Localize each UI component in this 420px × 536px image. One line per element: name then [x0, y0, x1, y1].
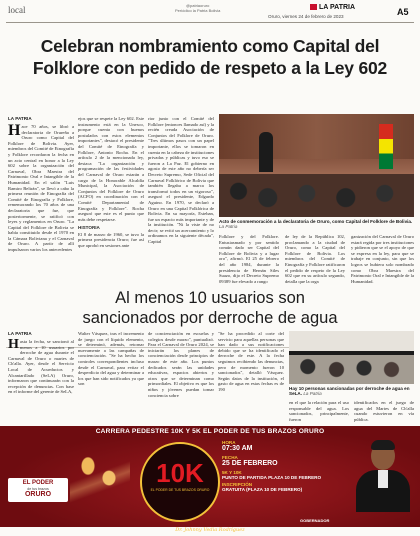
ad-row-registration	[222, 482, 342, 492]
story1-headline-line1: Celebran nombramiento como Capital del	[40, 36, 380, 56]
story1-col2-text: ejos que se respete la Ley 602. Este instrumento está en la Unesco, porque cuenta con buenos postulados con estos elementos importantes", destacó el presidente del Comité de Etnografía y Folklore, Antonio Rocha. En el artículo 2 de la mencionada ley, destaca "La organización y programación de las festividades del Carnaval de Oruro estarán a cargo de la Honorable Alcaldía Municipal, la Asociación de Conjuntos del Folklore de Oruro (ACFO) en coordinación con el Comité Departamental de Etnografía y Folklore". Rocha aseguró que este es el punto que más debe respetarse.	[78, 116, 144, 222]
story1-dropcap: H	[8, 122, 21, 139]
ad-center-sub: EL PODER DE TUS BRAZOS ORURO	[150, 488, 210, 492]
story1-caption-text: Acto de conmemoración a la declaratoria de Oruro, como Capital del Folklore de Bolivia.	[219, 219, 413, 224]
story2-caption-credit: La Patria	[303, 391, 322, 397]
runners-graphic	[70, 442, 130, 522]
ad-row-date	[222, 455, 342, 468]
dateline: Oruro, viernes 24 de febrero de 2023	[268, 14, 344, 19]
social-line-2: Periódico la Patria Bolivia	[175, 8, 221, 13]
story2-photo	[289, 331, 414, 384]
ad-row-label: 5K Y 10K	[222, 470, 242, 475]
page-number: A5	[397, 7, 409, 17]
story2-headline-line2: sancionados por derroche de agua	[82, 309, 338, 327]
story2-col2-text: Walter Vásquez, tras el incremento de juego con el líquido elemento, se determinó, además, retornar nuevamente a las campañas de concienciación. "Se ha hecho los controles correspondientes incluso desde el Carnaval, para evitar el desperdicio del agua y determinar a los que han sido notificados ya que son	[78, 331, 144, 387]
ad-row-value: PUNTO DE PARTIDA PLAZA 10 DE FEBRERO	[222, 475, 322, 480]
ad-top-banner: CARRERA PEDESTRE 10K Y 5K EL PODER DE TUS BRAZOS ORURO	[95, 428, 325, 435]
ad-left-logo-line2: ORURO	[24, 491, 52, 498]
story2-column-3	[148, 331, 214, 424]
story1-headline	[0, 35, 420, 79]
story2-column-4	[218, 331, 284, 424]
story2-dropcap: H	[8, 337, 19, 352]
story2-column-5	[289, 400, 349, 424]
social-handle	[175, 3, 220, 13]
story2-column-2	[78, 331, 144, 424]
race-advertisement[interactable]	[0, 426, 420, 533]
story2-photo-caption	[289, 386, 414, 397]
header-rule	[6, 22, 414, 23]
ad-signature-role: GOBERNADOR	[300, 518, 330, 523]
story1-col4-text: Folklore y del Folklore. Entusiasmado y por sentido común dado ser Capital del Folklore de Bolivia y a lugar oro", afirmó. El 25 de febrero del año 1984, durante la presidencia de Hernán Siles Suazo, dijo el Decreto Supremo 09389 fue elevado a rango	[219, 234, 279, 284]
story2-headline-line1: Al menos 10 usuarios son	[115, 289, 305, 307]
ad-row-value: 07:30 AM	[222, 445, 253, 452]
story1-col1-text: ace 70 años, se libró a declaratoria de Orureña a Oruro como Capital del Folklore de Bolivia. Ayer, miembros del Comité de Etnografía y Folklore recordaron la fecha en un acto central en honor a la Ley 602 sobre la organización del Carnaval, Obra Maestra del Patrimonio Oral e Intangible de la Humanidad. En el salón "Luis Ramiro Beltrán", se llevó a cabo la primera reunión de Etnografía del Comité de Etnografía y Folklore, rememorando los 70 años de una declaratoria que fue, que posteriormente, se ratificó con leyes y reglamentos en Oruro. "La Capital del Folklore de Bolivia se había constituido desde el 1970 en la Cámara Boliviana y el Carnaval de Oruro. A partir de allí impulsaron varios los antecedentes	[8, 124, 74, 253]
section-label: local	[8, 5, 26, 15]
logo-text: LA PATRIA	[319, 4, 356, 11]
story2-caption-text: Hay 10 personas sancionadas por derroche de agua en SeLA.	[289, 386, 410, 397]
ad-left-logo-line1: EL PODER	[22, 480, 54, 486]
ad-row-value: GRATUITA (PLAZA 10 DE FEBRERO)	[222, 487, 303, 493]
social-line-1: @patriaoruro	[185, 3, 210, 8]
newspaper-logo	[310, 4, 355, 11]
story1-headline-line2: Folklore con pedido de respeto a la Ley 602	[32, 58, 388, 78]
ad-center-badge	[140, 442, 220, 522]
photo-people	[289, 355, 414, 384]
story2-col6-text: identificados en el juego de agua del Martes de Ch'alla cuando estuvieron en vía pública.	[354, 400, 414, 422]
logo-mark-icon	[310, 4, 317, 10]
ad-signature-name: Dr. Johnny Vedia Rodríguez	[175, 527, 245, 533]
story1-col2b-text: El 8 de marzo de 1960, se tuvo la primera presidencia Oruro; fue así que aprobó en sesiones ante	[78, 231, 144, 249]
story1-photo-caption	[219, 219, 414, 230]
ad-row-start	[222, 470, 342, 480]
portrait-shirt	[378, 470, 388, 488]
photo-speaker	[259, 132, 273, 172]
story2-col4-text: "Se ha procedido al corte del servicio para aquellas personas que han dado a sus notificaciones debido que se ha identificado el derroche de este. A la fecha seguimos recibiendo las denuncias, pero de momento fueron 10 sancionados", detalló Vásquez. Según datos de la institución, el gasto de agua en estas fechas es de 190	[218, 331, 284, 392]
ad-center-big: 10K	[156, 458, 204, 488]
story2-column-6	[354, 400, 414, 424]
story2-column-1	[8, 339, 74, 424]
story2-col1-text: asta la fecha, se sancionó al menos a 10 usuarios por derroche de agua durante el Carnaval de Oruro o martes de Ch'alla. Ayer, desde el Servicio Local de Acueductos y Alcantarillado (SeLA) Oruro, informaron que continuarán con la recepción de denuncias. Con base en el informe del gerente de SeLA,	[8, 339, 74, 395]
story1-col6-text: ganización del Carnaval de Oruro estará regida por tres instituciones y pidieron que se el apoyo de que se expresa en la ley, para que se trabaje en conjunto, sin que los logros se hubiera solo nombrado como Obra Maestra del Patrimonio Oral e Intangible de la Humanidad.	[351, 234, 414, 284]
governor-portrait	[352, 440, 414, 512]
ad-left-logo-sub: de tus brazos	[27, 487, 49, 491]
ad-row-value: 25 DE FEBRERO	[222, 460, 278, 467]
story1-photo	[219, 114, 414, 217]
photo-room-wall	[289, 331, 414, 351]
story1-col5-text: de ley de la República 102, proclamando a la ciudad de Oruro, como la Capital del Folklore de Bolivia. Los miembros del Comité de Etnografía y Folklore ratificaron el pedido de respeto de la Ley 602 que en su artículo segundo, detalla que la orga	[285, 234, 345, 284]
photo-audience	[219, 174, 414, 217]
portrait-hair	[371, 440, 395, 450]
ad-info-panel	[222, 440, 342, 493]
photo-flag	[379, 124, 393, 169]
story1-col3-text: rior junto con el Comité del Folklore (entonces llamado así) y la recién creada Asociación de Conjuntos del Folklore de Oruro. "Tres últimos pasos con un papel importante, ellos se tomaron en cuenta en la cabeza de instituciones privadas y públicas y tuvo eso se fueron a La Paz. El gobierno en agosto de este año no debería ser Decreto Supremo, Sede Oficial del Carnaval Folklórico de Bolivia que también llegaba a marca los transformó todos en un vigoroso", aseguró el presidente, Edgardo Aguino. En 1970, se declaró a Oruro en una Capital Folklórica de Bolivia. En su mayoría, Esteban, fue un espacio más importante y de la institución. "Ni la viste de no decir; se evitó un acercamiento y lo ordinamos en la siguiente década", Capital	[148, 116, 214, 245]
story1-caption-credit: La Patria	[219, 224, 238, 230]
story2-col3-text: de concienciación en escuelas y colegios desde marzo", puntualizó. Para el Carnaval de Oruro 2024, se iniciarán los planes de concienciación desde principios de marzo de este año. Los puntos dedicados serán las unidades educativas, espacios abiertos y otros que se determinan como primordiales. El objetivo es que los niños y jóvenes puedan tomar conciencia sobre	[148, 331, 214, 398]
story2-headline-text	[0, 288, 420, 328]
story1-source: LA PATRIA	[8, 116, 32, 121]
ad-row-label: FECHA	[222, 455, 238, 460]
story2-col5-text: en el que la relación para el uso responsable del agua. Los sancionados, principalmente, fueron	[289, 400, 349, 422]
ad-row-label: INSCRIPCIÓN	[222, 482, 253, 488]
story2-source: LA PATRIA	[8, 331, 32, 336]
ad-left-logo	[8, 478, 68, 502]
ad-signature	[150, 518, 270, 536]
ad-row-label: HORA	[222, 440, 236, 445]
ad-row-time	[222, 440, 342, 453]
story1-history-title: HISTORIA	[78, 225, 100, 231]
